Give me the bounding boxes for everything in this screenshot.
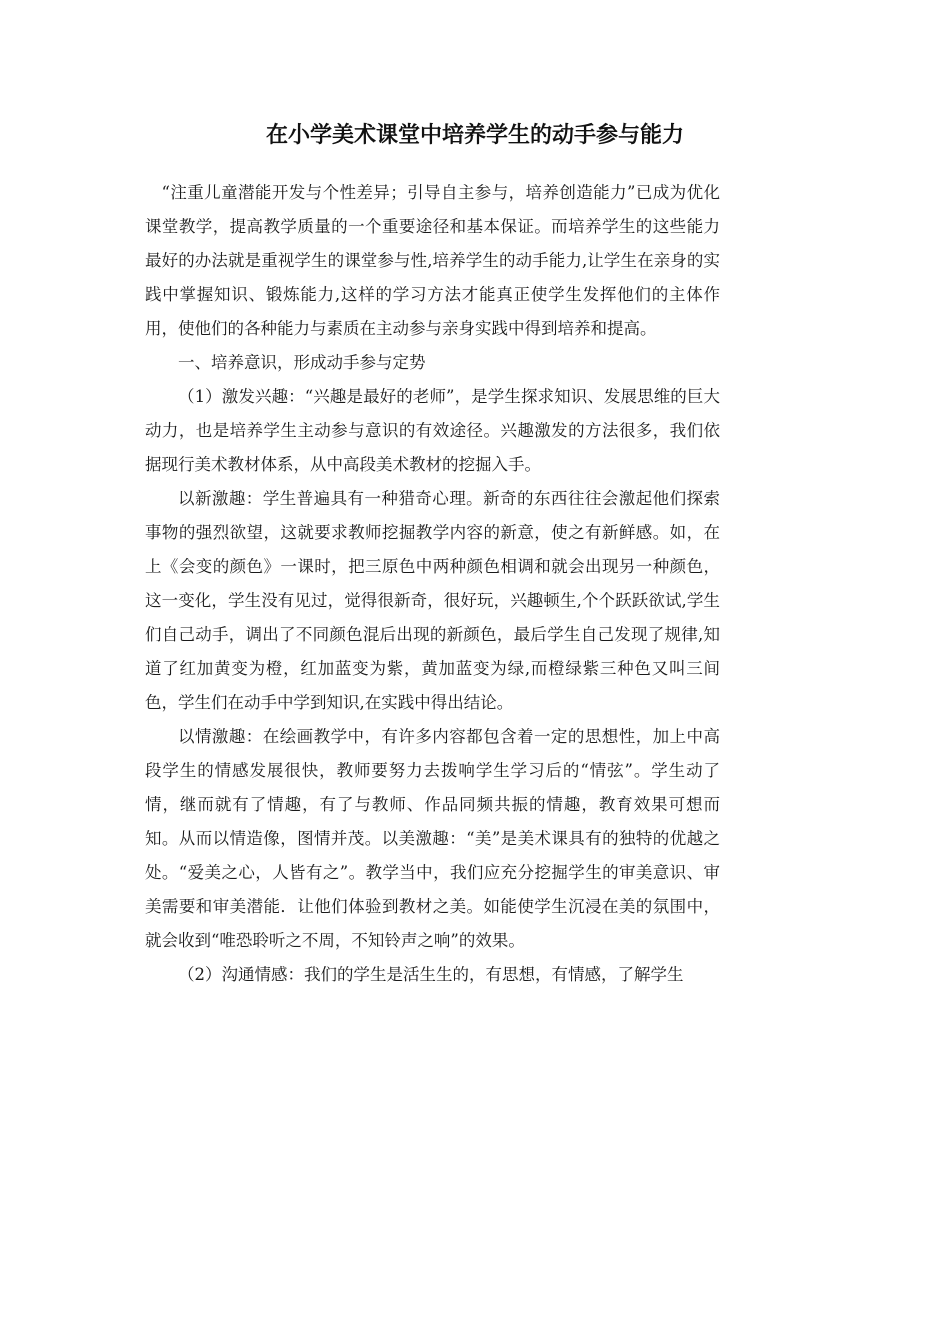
paragraph-communication: （2）沟通情感：我们的学生是活生生的，有思想，有情感，了解学生 (178, 965, 684, 984)
paragraph-intro: “注重儿童潜能开发与个性差异；引导自主参与，培养创造能力”已成为优化课堂教学，提高教学质量的一个重要途径和基本保证。而培养学生的这些能力最好的办法就是重视学生的课堂参与性,培养学生的动手能力,让学生在亲身的实践中掌握知识、锻炼能力,这样的学习方法才能真正使学生发挥他们的主体作用，使他们的各种能力与素质在主动参与亲身实践中得到培养和提高。 (145, 183, 720, 338)
document-title: 在小学美术课堂中培养学生的动手参与能力 (265, 122, 684, 148)
paragraph-emotion: 以情激趣：在绘画教学中，有许多内容都包含着一定的思想性，加上中高段学生的情感发展很快，教师要努力去拨响学生学习后的“情弦”。学生动了情，继而就有了情趣，有了与教师、作品同频共振的情趣，教育效果可想而知。从而以情造像，图情并茂。以美激趣：“美”是美术课具有的独特的优越之处。“爱美之心，人皆有之”。教学当中，我们应充分挖掘学生的审美意识、审美需要和审美潜能．让他们体验到教材之美。如能使学生沉浸在美的氛围中，就会收到“唯恐聆听之不周，不知铃声之响”的效果。 (145, 727, 720, 950)
paragraph-novelty: 以新激趣：学生普遍具有一种猎奇心理。新奇的东西往往会激起他们探索事物的强烈欲望，这就要求教师挖掘教学内容的新意，使之有新鲜感。如，在上《会变的颜色》一课时，把三原色中两种颜色相调和就会出现另一种颜色，这一变化，学生没有见过，觉得很新奇，很好玩，兴趣顿生,个个跃跃欲试,学生们自己动手，调出了不同颜色混后出现的新颜色，最后学生自己发现了规律,知道了红加黄变为橙，红加蓝变为紫，黄加蓝变为绿,而橙绿紫三种色又叫三间色，学生们在动手中学到知识,在实践中得出结论。 (145, 489, 720, 712)
document-body (145, 176, 720, 992)
paragraph-interest: （1）激发兴趣：“兴趣是最好的老师”，是学生探求知识、发展思维的巨大动力，也是培养学生主动参与意识的有效途径。兴趣激发的方法很多，我们依据现行美术教材体系，从中高段美术教材的挖掘入手。 (145, 387, 720, 474)
section-heading-1: 一、培养意识，形成动手参与定势 (178, 353, 426, 372)
